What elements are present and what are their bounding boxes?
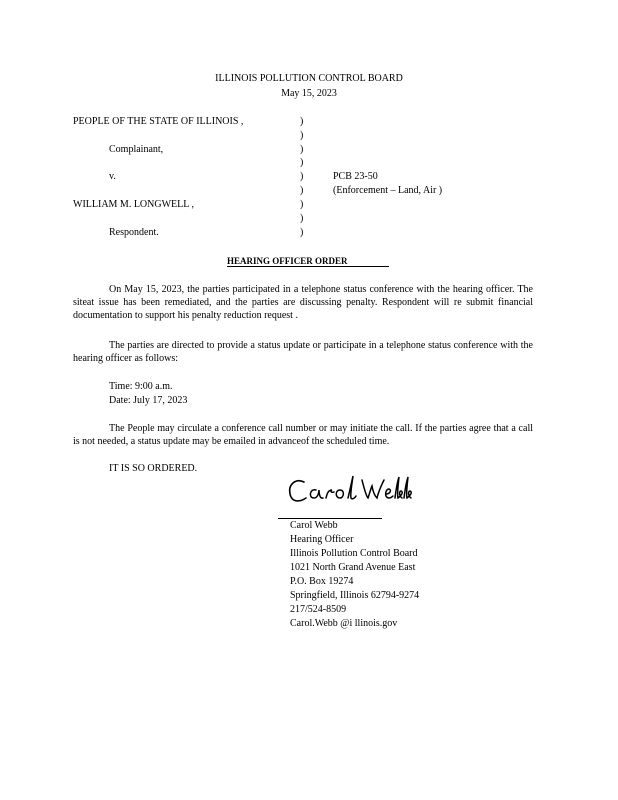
order-date: May 15, 2023 bbox=[281, 88, 337, 99]
signer-name: Carol Webb bbox=[290, 520, 338, 531]
signer-street: 1021 North Grand Avenue East bbox=[290, 562, 416, 573]
paragraph-text: The parties are directed to provide a status update or participate in a telephone status conference with the hearing officer as follows: bbox=[73, 340, 533, 364]
caption-bracket: ) bbox=[300, 171, 304, 182]
caption-bracket: ) bbox=[300, 185, 304, 196]
agency-title: ILLINOIS POLLUTION CONTROL BOARD bbox=[215, 73, 403, 84]
complainant-role: Complainant, bbox=[109, 144, 164, 155]
case-number: PCB 23-50 bbox=[333, 171, 378, 182]
closing-statement: IT IS SO ORDERED. bbox=[109, 463, 198, 474]
signature-block bbox=[290, 519, 419, 631]
respondent-name: WILLIAM M. LONGWELL , bbox=[73, 199, 194, 210]
paragraph-text: The People may circulate a conference call number or may initiate the call. If the parties agree that a call is not needed, a status update may be emailed in advanceof the scheduled time. bbox=[73, 423, 533, 447]
schedule-time: Time: 9:00 a.m. bbox=[109, 381, 173, 392]
paragraph-text: On May 15, 2023, the parties participated in a telephone status conference with the hearing officer. The siteat issue has been remediated, and the parties are discussing penalty. Respondent will re submit financial documentation to support his penalty reduction request . bbox=[73, 284, 533, 321]
signer-phone: 217/524-8509 bbox=[290, 604, 347, 615]
caption-bracket: ) bbox=[300, 157, 304, 168]
caption-bracket: ) bbox=[300, 116, 304, 127]
caption-bracket: ) bbox=[300, 199, 304, 210]
caption-bracket: ) bbox=[300, 213, 304, 224]
order-title-underline bbox=[227, 266, 389, 267]
caption-bracket: ) bbox=[300, 144, 304, 155]
versus-label: v. bbox=[109, 171, 116, 182]
paragraph-circulate bbox=[73, 422, 533, 448]
signer-title: Hearing Officer bbox=[290, 534, 354, 545]
respondent-role: Respondent. bbox=[109, 227, 159, 238]
signer-email[interactable]: Carol.Webb @i llinois.gov bbox=[290, 618, 398, 629]
caption-bracket: ) bbox=[300, 227, 304, 238]
complainant-name: PEOPLE OF THE STATE OF ILLINOIS , bbox=[73, 116, 244, 127]
case-type: (Enforcement – Land, Air ) bbox=[333, 185, 443, 196]
order-title: HEARING OFFICER ORDER bbox=[227, 256, 348, 266]
signer-city: Springfield, Illinois 62794-9274 bbox=[290, 590, 420, 601]
paragraph-directive bbox=[73, 339, 533, 365]
paragraph-status bbox=[73, 283, 533, 322]
schedule-date: Date: July 17, 2023 bbox=[109, 395, 188, 406]
handwritten-signature bbox=[282, 472, 422, 512]
signer-po-box: P.O. Box 19274 bbox=[290, 576, 354, 587]
caption-bracket: ) bbox=[300, 130, 304, 141]
signer-agency: Illinois Pollution Control Board bbox=[290, 548, 418, 559]
